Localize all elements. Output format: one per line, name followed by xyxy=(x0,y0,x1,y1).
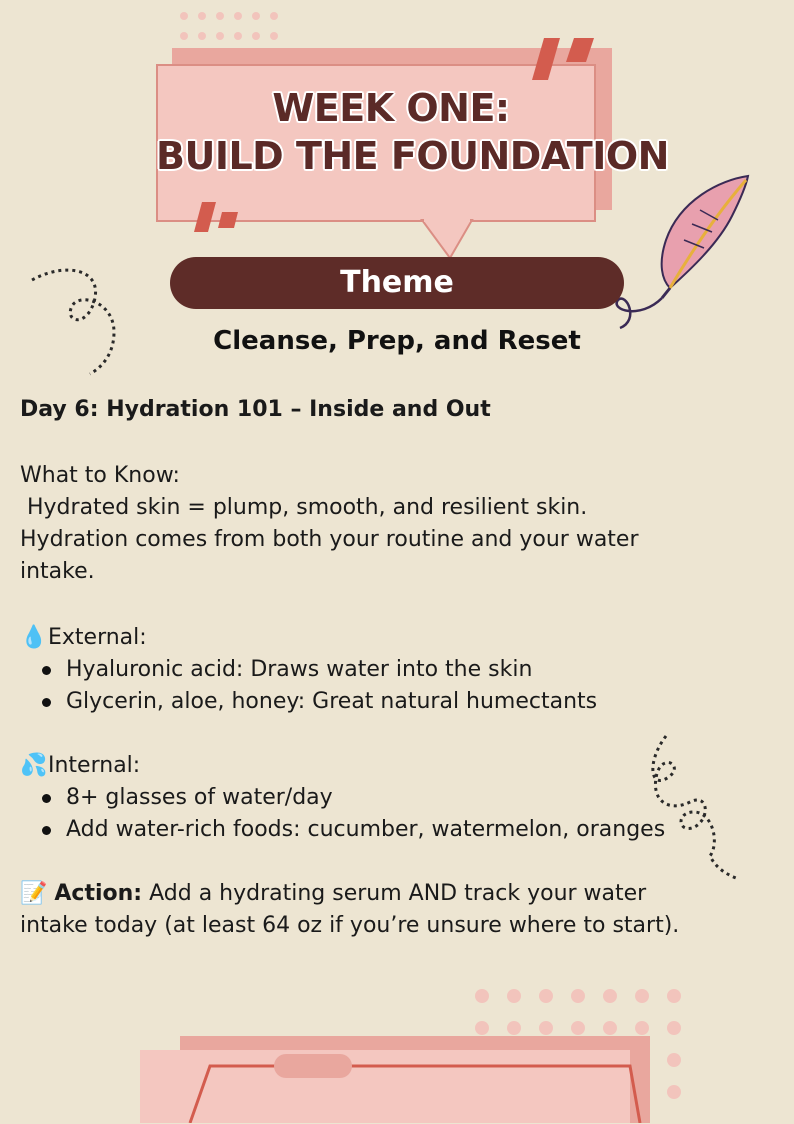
card-accent-top-decoration xyxy=(530,34,600,84)
page-subtitle: Cleanse, Prep, and Reset xyxy=(213,326,581,356)
internal-heading: Internal: xyxy=(48,753,141,778)
list-item: 8+ glasses of water/day xyxy=(20,782,665,814)
bottom-card-decoration xyxy=(140,1030,660,1123)
internal-section xyxy=(20,750,665,846)
list-item: Hyaluronic acid: Draws water into the skin xyxy=(20,654,597,686)
action-line-2: intake today (at least 64 oz if you’re unsure where to start). xyxy=(20,913,680,938)
list-item: Add water-rich foods: cucumber, watermelon, oranges xyxy=(20,814,665,846)
action-section xyxy=(20,878,679,942)
day-title: Day 6: Hydration 101 – Inside and Out xyxy=(20,397,491,422)
external-heading-row xyxy=(20,622,597,654)
feather-quill-icon xyxy=(600,170,760,340)
what-to-know-section xyxy=(20,460,639,588)
droplet-icon: 💧 xyxy=(20,625,48,650)
internal-heading-row xyxy=(20,750,665,782)
card-speech-tail-decoration xyxy=(420,218,480,262)
water-splash-icon: 💦 xyxy=(20,753,48,778)
card-accent-bottom-decoration xyxy=(192,200,252,234)
internal-list xyxy=(20,782,665,846)
title-line-2: BUILD THE FOUNDATION xyxy=(156,134,669,178)
title-line-1: WEEK ONE: xyxy=(272,86,510,130)
list-item: Glycerin, aloe, honey: Great natural humectants xyxy=(20,686,597,718)
what-to-know-line: Hydrated skin = plump, smooth, and resilient skin. xyxy=(20,495,588,520)
dot-grid-top-decoration xyxy=(178,10,298,50)
dashed-swirl-left-decoration xyxy=(24,262,134,382)
page-title xyxy=(156,84,669,180)
external-heading: External: xyxy=(48,625,147,650)
action-label: Action: xyxy=(54,881,143,906)
what-to-know-line: intake. xyxy=(20,559,95,584)
memo-icon: 📝 xyxy=(20,881,48,906)
dashed-swirl-right-decoration xyxy=(640,732,740,882)
what-to-know-heading: What to Know: xyxy=(20,463,180,488)
what-to-know-line: Hydration comes from both your routine and your water xyxy=(20,527,639,552)
theme-pill: Theme xyxy=(170,257,624,309)
action-line-1 xyxy=(20,878,679,910)
external-list xyxy=(20,654,597,718)
external-section xyxy=(20,622,597,718)
action-text: Add a hydrating serum AND track your water xyxy=(142,881,647,906)
